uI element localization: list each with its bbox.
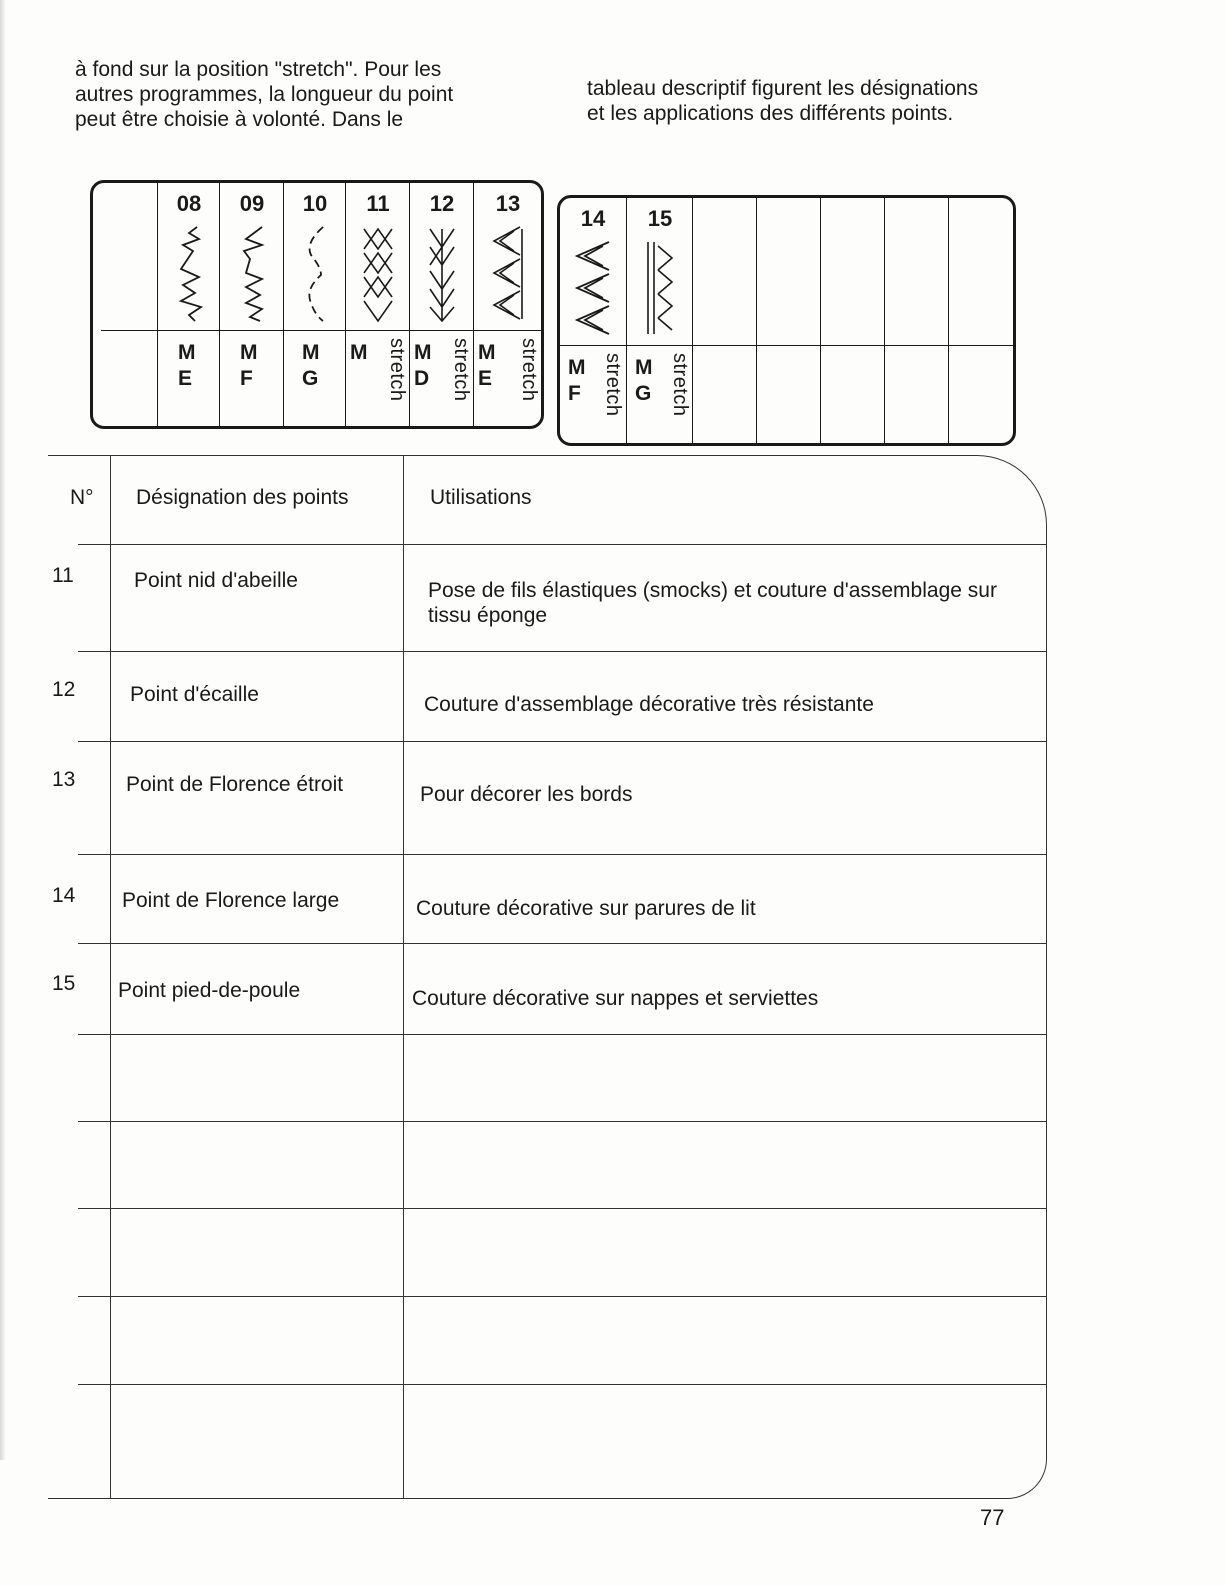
stitch-column-11 (345, 183, 410, 426)
stitch-pattern-icon (220, 223, 284, 323)
header-use: Utilisations (430, 486, 532, 509)
page-edge-shadow (0, 0, 6, 1460)
stretch-label: stretch (669, 353, 691, 417)
stitch-number: 09 (239, 191, 265, 216)
stitch-letters: M G (302, 341, 320, 390)
stitch-panel-right (557, 195, 1016, 446)
stitch-pattern-icon (474, 223, 542, 323)
row-number: 15 (52, 972, 76, 995)
stitch-pattern-icon (158, 223, 220, 323)
stitch-pattern-icon (560, 238, 626, 338)
empty-row-divider (78, 1384, 1046, 1385)
row-number: 14 (52, 884, 76, 907)
stitch-column-13 (473, 183, 542, 426)
stitch-column-09 (219, 183, 284, 426)
stitch-number: 10 (302, 191, 328, 216)
stitch-number: 15 (647, 206, 673, 231)
row-designation: Point pied-de-poule (118, 979, 301, 1002)
intro-line: autres programmes, la longueur du point (75, 83, 454, 106)
stitch-column-15 (626, 198, 693, 443)
stitch-number: 08 (176, 191, 202, 216)
row-use: Pour décorer les bords (420, 783, 633, 806)
stretch-label: stretch (602, 353, 624, 417)
panel-empty-column (93, 183, 157, 426)
empty-stitch-column (884, 198, 949, 443)
stitch-letters: M D (414, 341, 432, 390)
stitch-pattern-icon (284, 223, 346, 323)
stitch-letters: M E (178, 341, 196, 390)
row-use: Couture d'assemblage décorative très résistante (424, 693, 874, 716)
stitch-column-10 (283, 183, 346, 426)
empty-stitch-column (820, 198, 885, 443)
row-use: Pose de fils élastiques (smocks) et couture d'assemblage sur tissu éponge (428, 579, 997, 627)
stitch-letters: M F (568, 356, 586, 405)
empty-stitch-column (948, 198, 1014, 443)
empty-row-divider (78, 1296, 1046, 1297)
stitch-column-08 (157, 183, 220, 426)
intro-line: à fond sur la position "stretch". Pour les (75, 58, 442, 81)
stitch-letters: M G (635, 356, 653, 405)
row-designation: Point d'écaille (130, 683, 259, 706)
stitch-letters: M E (478, 341, 496, 390)
row-designation: Point de Florence large (122, 889, 340, 912)
stretch-label: stretch (518, 338, 540, 402)
intro-line: tableau descriptif figurent les désignations (587, 77, 979, 100)
stitch-description-table (48, 455, 1047, 1499)
intro-line: peut être choisie à volonté. Dans le (75, 108, 404, 131)
header-designation: Désignation des points (136, 486, 349, 509)
row-designation: Point nid d'abeille (134, 569, 298, 592)
stitch-letters: M F (240, 341, 258, 390)
header-number: N° (70, 486, 94, 509)
stitch-pattern-icon (410, 223, 474, 323)
row-number: 12 (52, 678, 76, 701)
stitch-number: 11 (366, 191, 390, 216)
intro-left-column (75, 57, 555, 132)
stretch-label: stretch (386, 338, 408, 402)
row-number: 11 (52, 564, 74, 587)
stitch-panel-left (90, 180, 544, 429)
intro-right-column (587, 76, 1087, 126)
stitch-column-12 (409, 183, 474, 426)
row-use: Couture décorative sur nappes et serviettes (412, 987, 819, 1010)
stitch-column-14 (560, 198, 626, 443)
empty-row-divider (78, 1121, 1046, 1122)
empty-stitch-column (692, 198, 757, 443)
stitch-number: 13 (495, 191, 521, 216)
empty-stitch-column (756, 198, 821, 443)
row-designation: Point de Florence étroit (126, 773, 344, 796)
page-number: 77 (980, 1505, 1005, 1530)
stitch-pattern-icon (627, 238, 693, 338)
row-use: Couture décorative sur parures de lit (416, 897, 756, 920)
stitch-letters: M (350, 341, 368, 364)
stitch-number: 14 (580, 206, 606, 231)
stretch-label: stretch (450, 338, 472, 402)
empty-row-divider (78, 1208, 1046, 1209)
intro-line: et les applications des différents points. (587, 102, 954, 125)
row-number: 13 (52, 768, 76, 791)
stitch-number: 12 (429, 191, 455, 216)
stitch-pattern-icon (346, 223, 410, 323)
